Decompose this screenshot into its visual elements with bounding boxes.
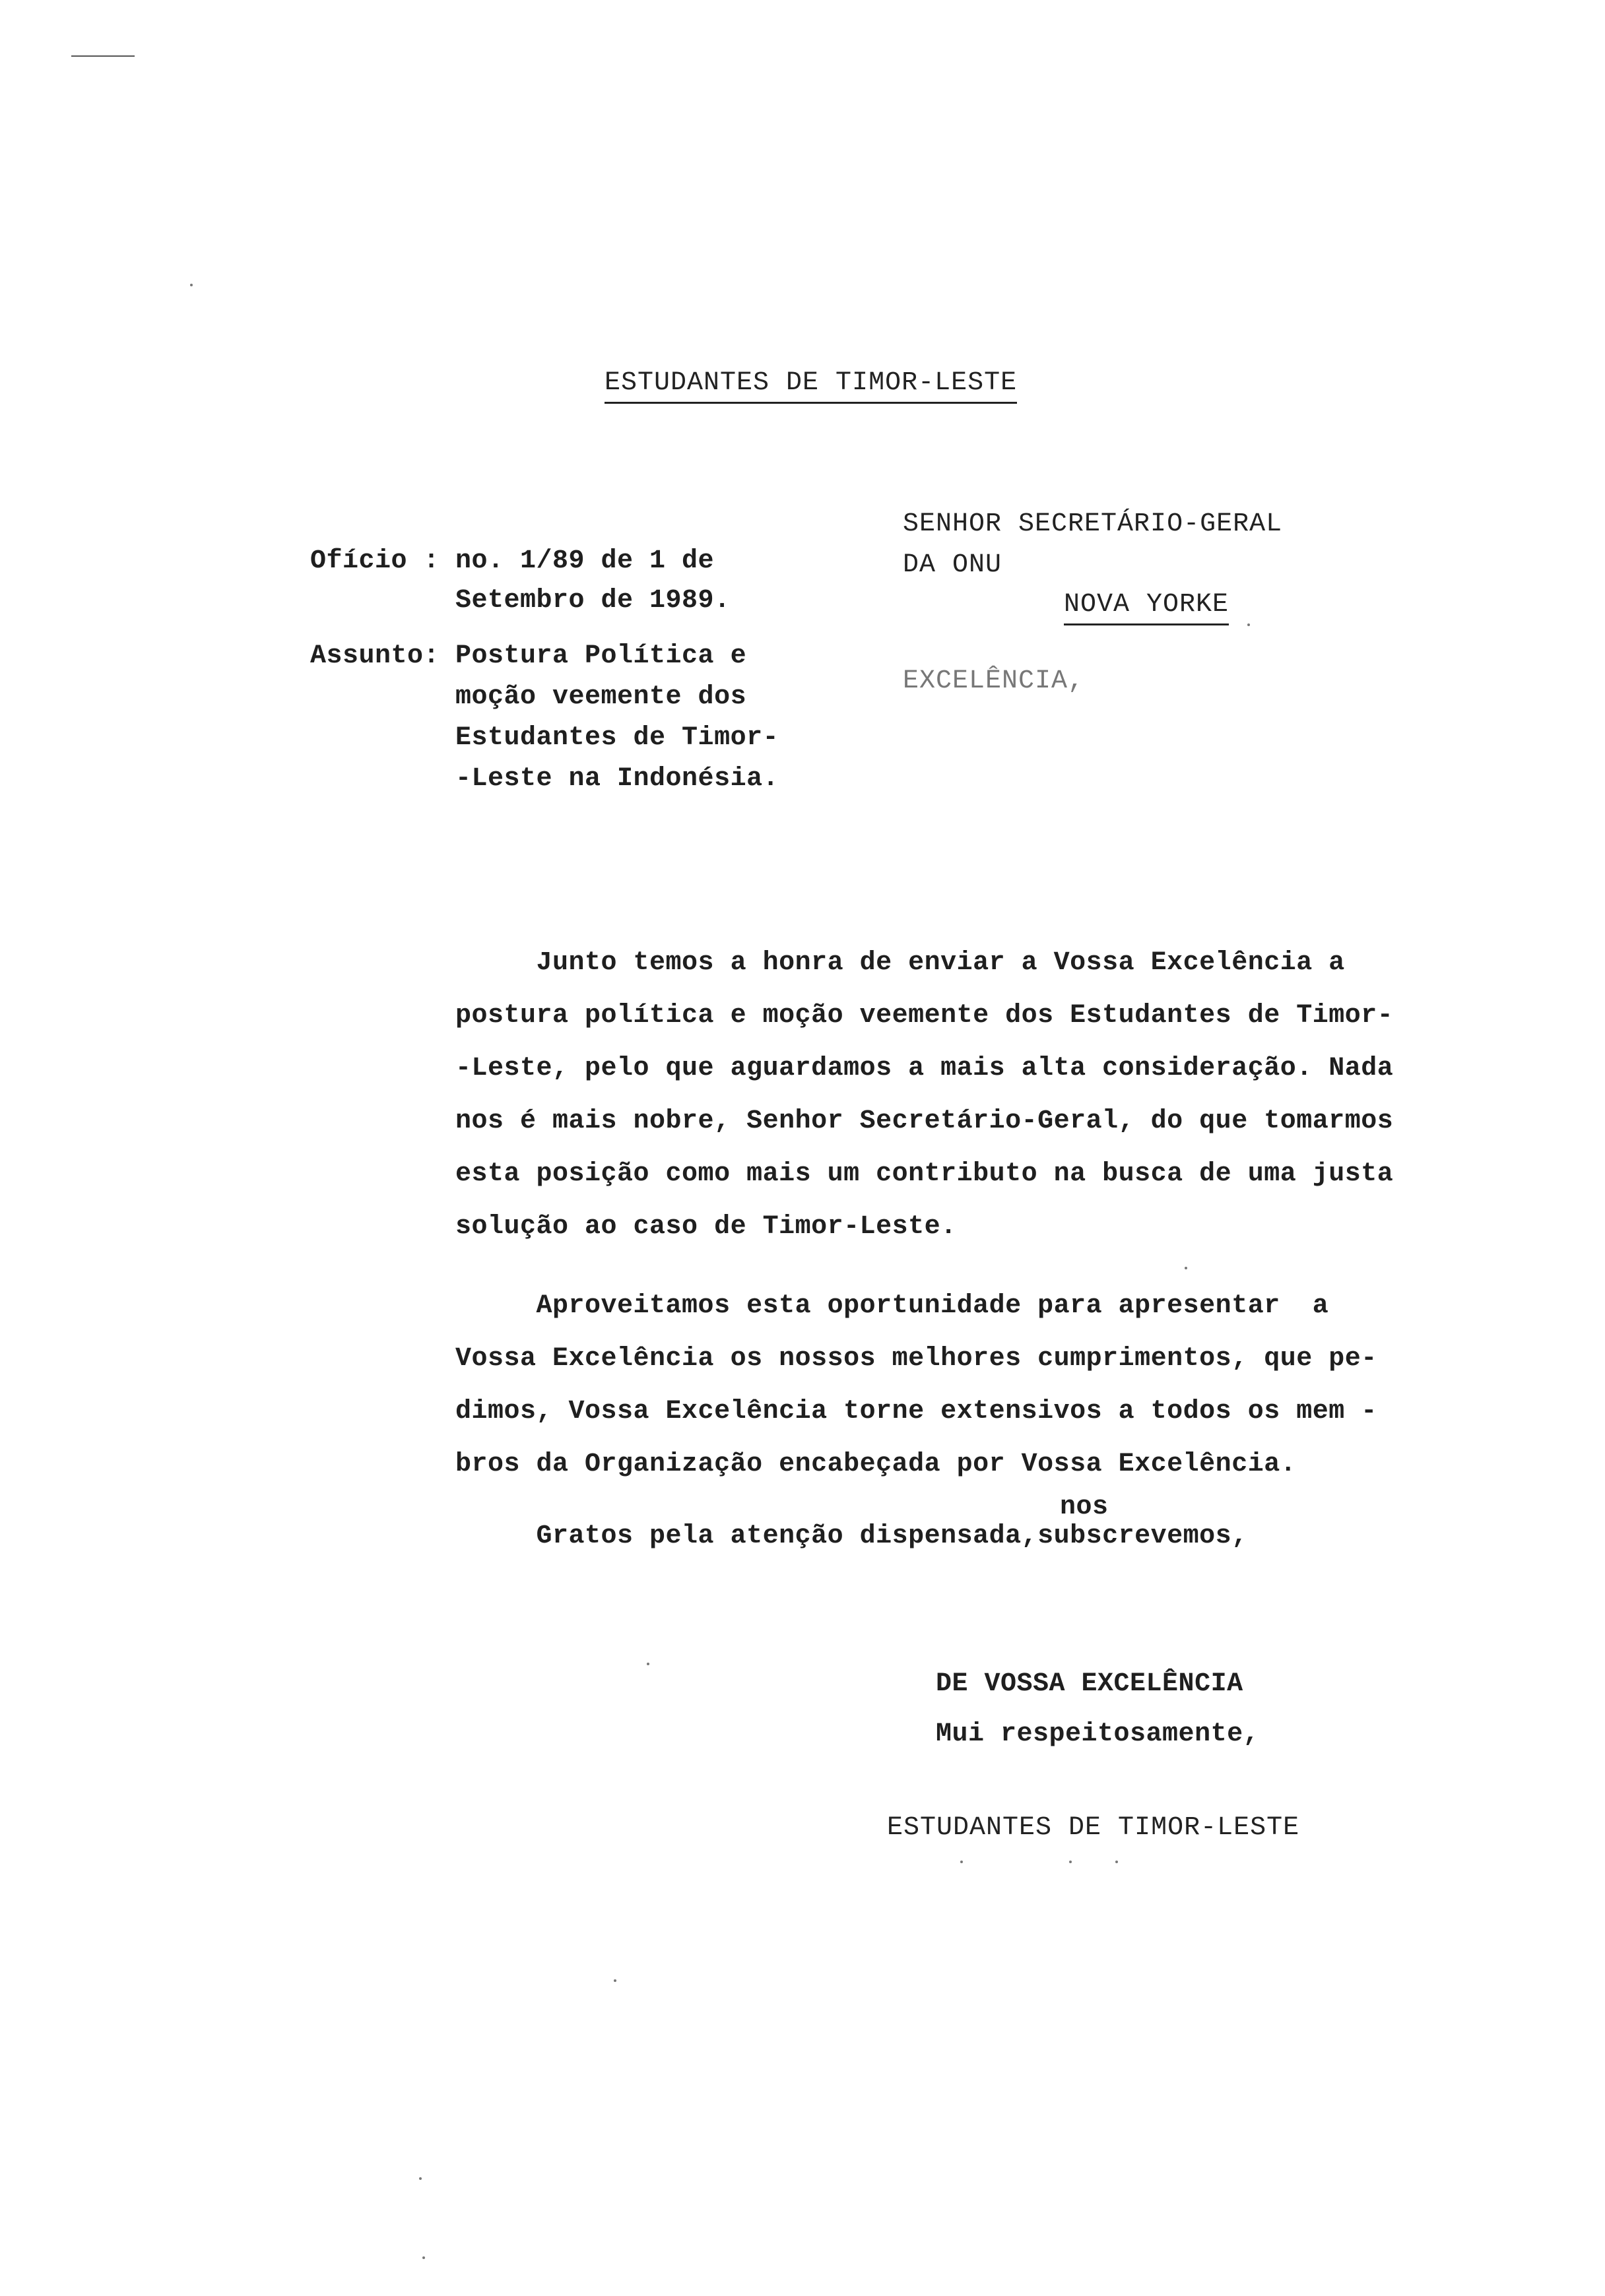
- scan-artifact-dot: [190, 284, 193, 286]
- body-line: esta posição como mais um contributo na busca de uma justa: [455, 1159, 1394, 1189]
- scan-artifact-dot: [1069, 1861, 1072, 1863]
- body-paragraph-2: [455, 1280, 1432, 1491]
- scan-artifact-dot: [1185, 1267, 1187, 1269]
- assunto-line: -Leste na Indonésia.: [455, 764, 779, 794]
- assunto-line: moção veemente dos: [455, 682, 747, 712]
- body-paragraph-1: [455, 937, 1432, 1254]
- body-line: postura política e moção veemente dos Estudantes de Timor-: [455, 1001, 1394, 1031]
- addressee-line3: NOVA YORKE: [1064, 590, 1229, 625]
- scan-artifact-dot: [960, 1861, 963, 1863]
- body-line: dimos, Vossa Excelência torne extensivos a todos os mem -: [455, 1397, 1377, 1426]
- body-line: nos é mais nobre, Senhor Secretário-Geral, do que tomarmos: [455, 1106, 1394, 1136]
- closing-insert: nos: [1060, 1492, 1109, 1522]
- body-line: Aproveitamos esta oportunidade para apresentar a: [455, 1291, 1329, 1321]
- scan-artifact-dot: [422, 2256, 425, 2259]
- scan-artifact-dot: [1247, 623, 1250, 626]
- addressee-line1: SENHOR SECRETÁRIO-GERAL: [903, 509, 1283, 539]
- assunto-line: Estudantes de Timor-: [455, 723, 779, 753]
- salutation: EXCELÊNCIA,: [903, 666, 1085, 696]
- closing-line: Gratos pela atenção dispensada,subscrevemos,: [455, 1521, 1248, 1551]
- oficio-label: Ofício :: [310, 546, 440, 576]
- oficio-value-line2: Setembro de 1989.: [455, 586, 731, 616]
- oficio-value-line1: no. 1/89 de 1 de: [455, 546, 715, 576]
- body-line: Junto temos a honra de enviar a Vossa Excelência a: [455, 948, 1345, 978]
- scan-artifact-dot: [419, 2177, 422, 2180]
- document-header-title: ESTUDANTES DE TIMOR-LESTE: [605, 368, 1017, 404]
- assunto-label: Assunto:: [310, 641, 440, 671]
- body-line: bros da Organização encabeçada por Vossa Excelência.: [455, 1450, 1297, 1479]
- scan-artifact-dot: [1115, 1861, 1118, 1863]
- scan-artifact-dot: [614, 1979, 616, 1982]
- assunto-line: Postura Política e: [455, 641, 747, 671]
- scan-artifact-line: [71, 55, 135, 57]
- signature-line2: Mui respeitosamente,: [936, 1719, 1260, 1749]
- addressee-line2: DA ONU: [903, 550, 1002, 580]
- scan-artifact-dot: [647, 1663, 649, 1665]
- signature-line3: ESTUDANTES DE TIMOR-LESTE: [887, 1813, 1300, 1843]
- body-line: solução ao caso de Timor-Leste.: [455, 1212, 957, 1242]
- body-line: Vossa Excelência os nossos melhores cumprimentos, que pe-: [455, 1344, 1377, 1374]
- body-line: -Leste, pelo que aguardamos a mais alta consideração. Nada: [455, 1054, 1394, 1083]
- signature-line1: DE VOSSA EXCELÊNCIA: [936, 1669, 1243, 1699]
